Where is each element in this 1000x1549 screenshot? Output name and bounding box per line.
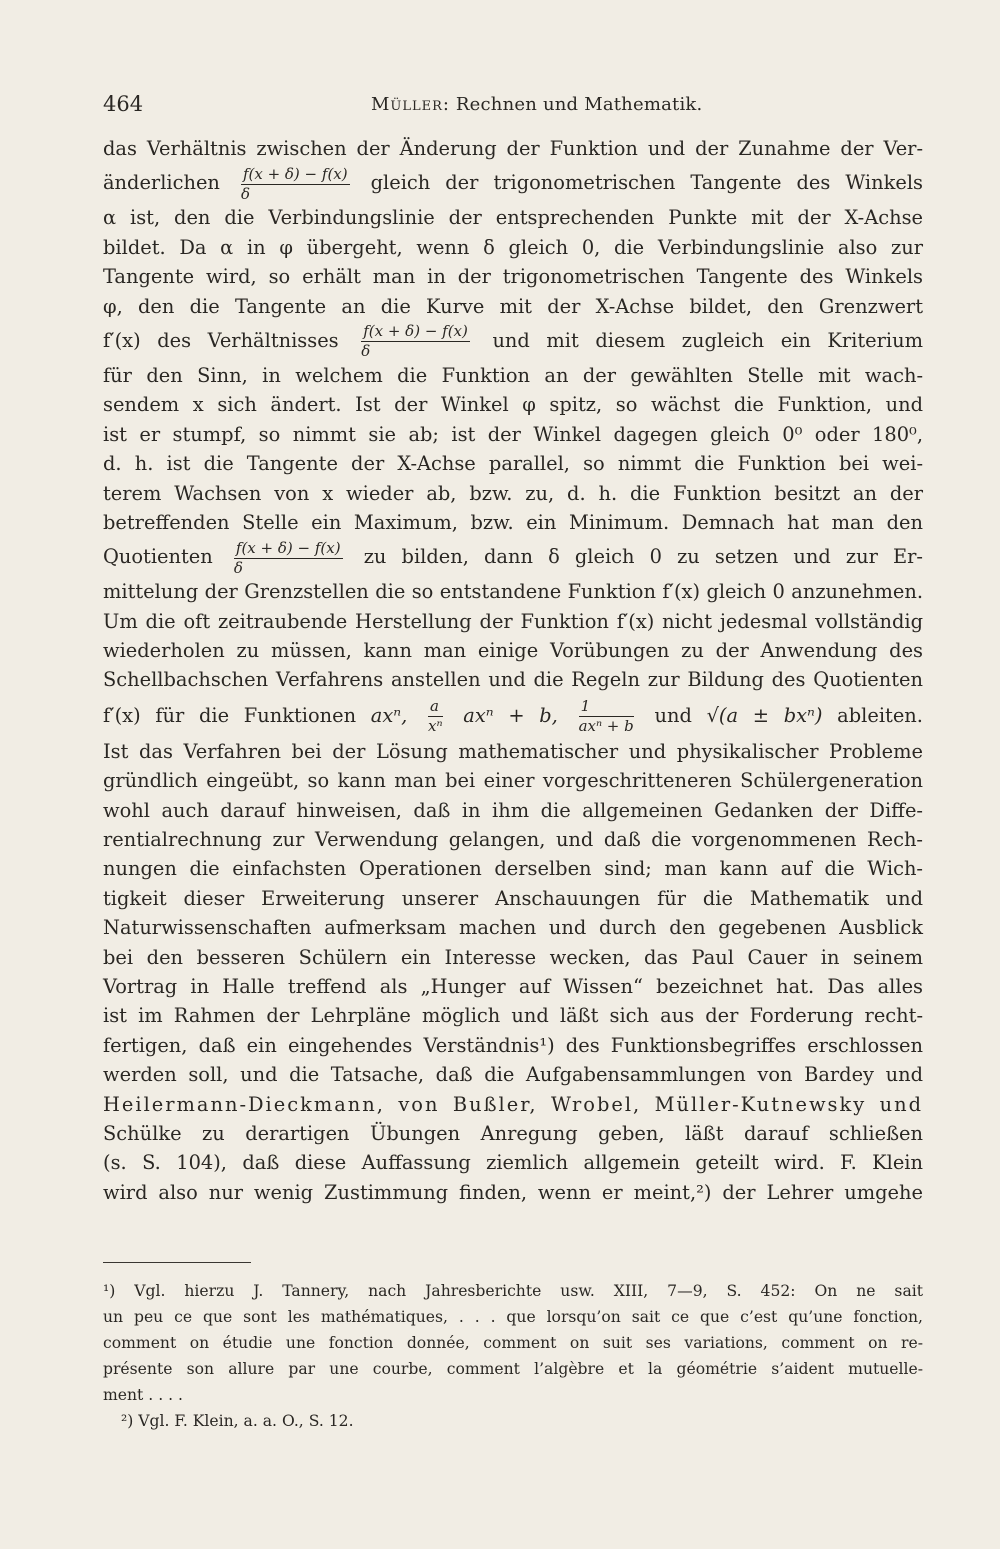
- fraction-reciprocal: [579, 699, 634, 734]
- running-header: [103, 92, 923, 126]
- text-line: Schülke zu derartigen Übungen Anregung geben, läßt darauf schließen: [103, 1121, 923, 1145]
- footnote-line: ²) Vgl. F. Klein, a. a. O., S. 12.: [121, 1412, 354, 1430]
- running-head-title: Rechnen und Mathematik.: [455, 94, 703, 115]
- text-line: wohl auch darauf hinweisen, daß in ihm die allgemeinen Gedanken der Diffe-: [103, 798, 923, 822]
- fraction-a-over-x-n: [428, 699, 443, 734]
- text-line: Um die oft zeitraubende Herstellung der Funktion f′(x) nicht jedesmal vollständig: [103, 609, 923, 633]
- text-line: bei den besseren Schülern ein Interesse wecken, das Paul Cauer in seinem: [103, 945, 923, 969]
- text-fragment: f′(x) des Verhältnisses: [103, 328, 339, 352]
- text-line: fertigen, daß ein eingehendes Verständnis¹) des Funktionsbegriffes erschlossen: [103, 1033, 923, 1057]
- difference-quotient: [240, 164, 350, 203]
- text-line: Tangente wird, so erhält man in der trigonometrischen Tangente des Winkels: [103, 265, 923, 289]
- text-line: d. h. ist die Tangente der X-Achse parallel, so nimmt die Funktion bei wei-: [103, 452, 923, 476]
- function-ax-n-plus-b: axⁿ + b,: [463, 703, 558, 727]
- text-line: ist im Rahmen der Lehrpläne möglich und läßt sich aus der Forderung recht-: [103, 1004, 923, 1028]
- text-line: wiederholen zu müssen, kann man einige Vorübungen zu der Anwendung des: [103, 639, 923, 663]
- fraction-numerator: f(x + δ) − f(x): [235, 538, 341, 557]
- fraction-numerator: 1: [579, 699, 634, 717]
- square-root-expression: √(a ± bxⁿ): [706, 703, 823, 727]
- difference-quotient: [233, 538, 343, 577]
- text-fragment: f′(x) für die Funktionen: [103, 703, 357, 727]
- text-fragment: änderlichen: [103, 171, 220, 195]
- text-line: Ist das Verfahren bei der Lösung mathematischer und physikalischer Probleme: [103, 739, 923, 763]
- text-line: [103, 321, 923, 361]
- formula-line: [103, 695, 923, 737]
- text-line: φ, den die Tangente an die Kurve mit der X-Achse bildet, den Grenzwert: [103, 294, 923, 318]
- text-line: gründlich eingeübt, so kann man bei einer vorgeschritteneren Schülergeneration: [103, 769, 923, 793]
- fraction-denominator: δ: [361, 342, 371, 361]
- text-line: tigkeit dieser Erweiterung unserer Anschauungen für die Mathematik und: [103, 886, 923, 910]
- function-ax-n: axⁿ,: [370, 703, 408, 727]
- text-line: terem Wachsen von x wieder ab, bzw. zu, d. h. die Funktion besitzt an der: [103, 481, 923, 505]
- text-line: Heilermann-Dieckmann, von Bußler, Wrobel, Müller-Kutnewsky und: [103, 1092, 923, 1116]
- fraction-numerator: f(x + δ) − f(x): [242, 164, 348, 183]
- fraction-denominator: δ: [233, 558, 243, 577]
- footnote-rule: [103, 1262, 251, 1263]
- fraction-denominator: axⁿ + b: [578, 717, 634, 736]
- text-line: bildet. Da α in φ übergeht, wenn δ gleich 0, die Verbindungslinie also zur: [103, 235, 923, 259]
- text-line: Schellbachschen Verfahrens anstellen und die Regeln zur Bildung des Quotienten: [103, 668, 923, 692]
- text-line: Vortrag in Halle treffend als „Hunger auf Wissen“ bezeichnet hat. Das alles: [103, 974, 923, 998]
- text-line: Naturwissenschaften aufmerksam machen und durch den gegebenen Ausblick: [103, 916, 923, 940]
- footnote-line: présente son allure par une courbe, comment l’algèbre et la géométrie s’aident mutuelle-: [103, 1360, 923, 1378]
- footnotes: [103, 1278, 923, 1434]
- text-line: betreffenden Stelle ein Maximum, bzw. ein Minimum. Demnach hat man den: [103, 510, 923, 534]
- footnote-line: un peu ce que sont les mathématiques, . . . que lorsqu’on sait ce que c’est qu’une fonction,: [103, 1308, 923, 1326]
- text-fragment: Quotienten: [103, 545, 213, 569]
- footnote-line: ¹) Vgl. hierzu J. Tannery, nach Jahresberichte usw. XIII, 7—9, S. 452: On ne sait: [103, 1282, 923, 1300]
- text-line: α ist, den die Verbindungslinie der entsprechenden Punkte mit der X-Achse: [103, 206, 923, 230]
- difference-quotient: [361, 324, 470, 359]
- footnote-line: comment on étudie une fonction donnée, comment on suit ses variations, comment on re-: [103, 1334, 923, 1352]
- text-line: nungen die einfachsten Operationen derselben sind; man kann auf die Wich-: [103, 857, 923, 881]
- page-number: 464: [103, 92, 144, 116]
- text-line: werden soll, und die Tatsache, daß die Aufgabensammlungen von Bardey und: [103, 1063, 923, 1087]
- text-line: [103, 163, 923, 203]
- text-und: und: [654, 703, 692, 727]
- text-line: rentialrechnung zur Verwendung gelangen, und daß die vorgenommenen Rech-: [103, 828, 923, 852]
- text-line: ist er stumpf, so nimmt sie ab; ist der Winkel dagegen gleich 0⁰ oder 180⁰,: [103, 422, 923, 446]
- footnote-line: ment . . . .: [103, 1386, 183, 1404]
- text-ableiten: ableiten.: [837, 703, 923, 727]
- text-fragment: zu bilden, dann δ gleich 0 zu setzen und zur Er-: [363, 545, 923, 569]
- text-line: für den Sinn, in welchem die Funktion an der gewählten Stelle mit wach-: [103, 363, 923, 387]
- fraction-numerator: a: [428, 699, 443, 717]
- fraction-denominator: δ: [240, 184, 250, 203]
- running-head-author: Müller:: [371, 94, 450, 115]
- text-line: wird also nur wenig Zustimmung finden, wenn er meint,²) der Lehrer umgehe: [103, 1180, 923, 1204]
- text-line: (s. S. 104), daß diese Auffassung ziemlich allgemein geteilt wird. F. Klein: [103, 1151, 923, 1175]
- text-fragment: und mit diesem zugleich ein Kriterium: [492, 328, 923, 352]
- running-head: [371, 94, 702, 115]
- text-line: das Verhältnis zwischen der Änderung der Funktion und der Zunahme der Ver-: [103, 137, 923, 160]
- fraction-numerator: f(x + δ) − f(x): [363, 322, 468, 341]
- text-line: [103, 537, 923, 577]
- text-line: sendem x sich ändert. Ist der Winkel φ spitz, so wächst die Funktion, und: [103, 393, 923, 417]
- text-fragment: gleich der trigonometrischen Tangente des Winkels: [370, 171, 923, 195]
- main-text: [103, 134, 923, 1207]
- fraction-denominator: xⁿ: [428, 717, 443, 736]
- text-line: mittelung der Grenzstellen die so entstandene Funktion f′(x) gleich 0 anzunehmen.: [103, 580, 923, 604]
